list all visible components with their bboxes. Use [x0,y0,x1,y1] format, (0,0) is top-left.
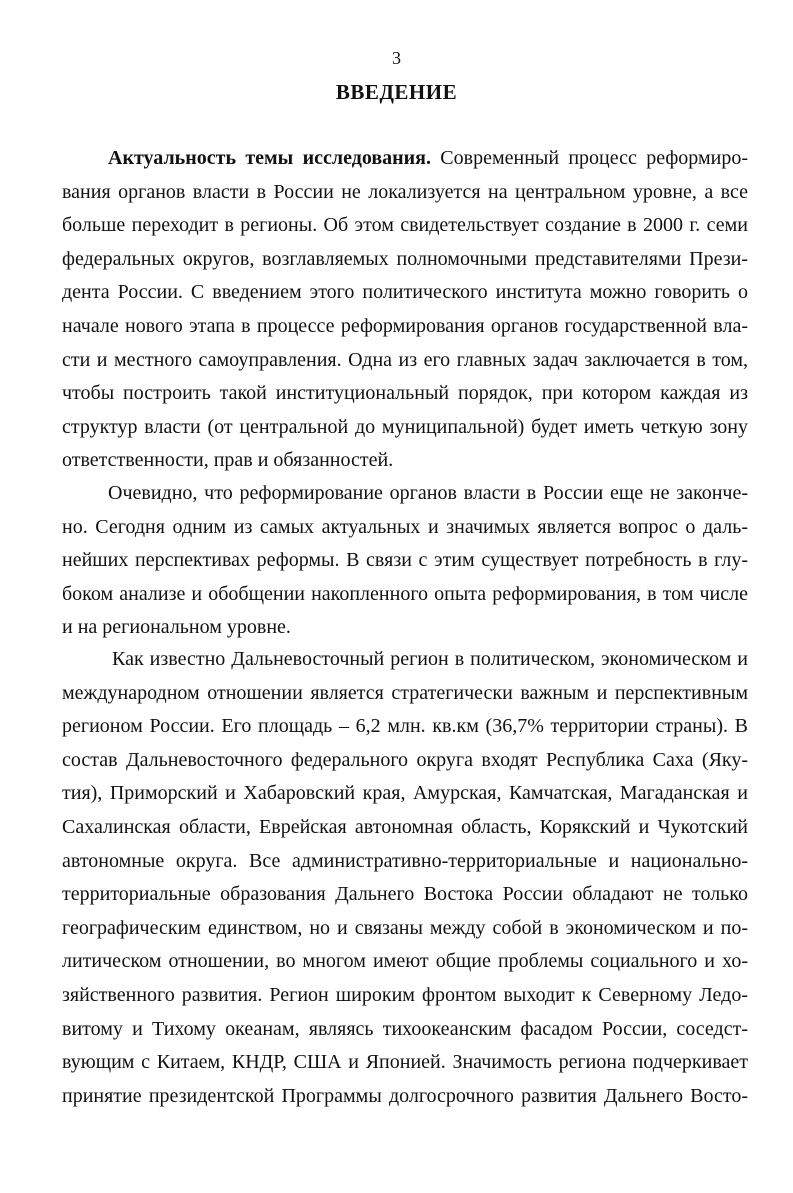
paragraph-line: Как известно Дальневосточный регион в политическом, экономическом и [112,648,748,670]
paragraph-far-east [62,643,748,1113]
paragraph-line: сти и местного самоуправления. Одна из его главных задач заключается в том, [62,348,748,371]
paragraph-line: зяйственного развития. Регион широким фронтом выходит к Северному Ледо- [62,983,748,1006]
paragraph-line: ответственности, прав и обязанностей. [62,449,394,472]
paragraph-line [62,142,748,176]
paragraph-line: федеральных округов, возглавляемых полномочными представителями Прези- [62,247,748,270]
paragraph-line: и на региональном уровне. [62,616,291,639]
paragraph-line: Очевидно, что реформирование органов власти в России еще не законче- [108,482,748,504]
paragraph-line: территориальные образования Дальнего Востока России обладают не только [62,883,748,906]
paragraph-line: нейших перспективах реформы. В связи с этим существует потребность в глу- [62,549,748,572]
page-title: ВВЕДЕНИЕ [335,80,458,104]
paragraph-line: Сахалинская области, Еврейская автономная область, Корякский и Чукотский [62,815,748,838]
paragraph-line: международном отношении является стратегически важным и перспективным [62,681,748,704]
paragraph-line: географическим единством, но и связаны между собой в экономическом и по- [62,916,748,939]
paragraph-line: боком анализе и обобщении накопленного опыта реформирования, в том числе [62,582,748,605]
page-number: 3 [392,48,401,68]
paragraph-line: дента России. С введением этого политического института можно говорить о [62,281,748,304]
paragraph-line: тия), Приморский и Хабаровский края, Амурская, Камчатская, Магаданская и [62,782,748,805]
paragraph-line: принятие президентской Программы долгосрочного развития Дальнего Восто- [62,1084,748,1107]
paragraph-reform [62,477,748,645]
paragraph-line: чтобы построить такой институциональный порядок, при котором каждая из [62,382,748,405]
paragraph-line: начале нового этапа в процессе реформирования органов государственной вла- [62,314,748,337]
paragraph-line: вания органов власти в России не локализуется на центральном уровне, а все [62,180,748,203]
paragraph-line: литическом отношении, во многом имеют общие проблемы социального и хо- [62,950,748,973]
paragraph-line: состав Дальневосточного федерального округа входят Республика Саха (Яку- [62,748,748,771]
paragraph-line: но. Сегодня одним из самых актуальных и значимых является вопрос о даль- [62,515,748,538]
paragraph-line: витому и Тихому океанам, являясь тихоокеанским фасадом России, соседст- [62,1017,748,1040]
line-text: Современный процесс реформиро- [431,147,749,169]
paragraph-line: вующим с Китаем, КНДР, США и Японией. Значимость региона подчеркивает [62,1051,748,1074]
paragraph-relevance [62,142,748,478]
paragraph-line: регионом России. Его площадь – 6,2 млн. кв.км (36,7% территории страны). В [62,715,748,738]
paragraph-line: больше переходит в регионы. Об этом свидетельствует создание в 2000 г. семи [62,214,748,237]
paragraph-line: структур власти (от центральной до муниципальной) будет иметь четкую зону [62,415,748,438]
paragraph-line: автономные округа. Все административно-территориальные и национально- [62,849,748,872]
relevance-heading: Актуальность темы исследования. [108,147,431,169]
